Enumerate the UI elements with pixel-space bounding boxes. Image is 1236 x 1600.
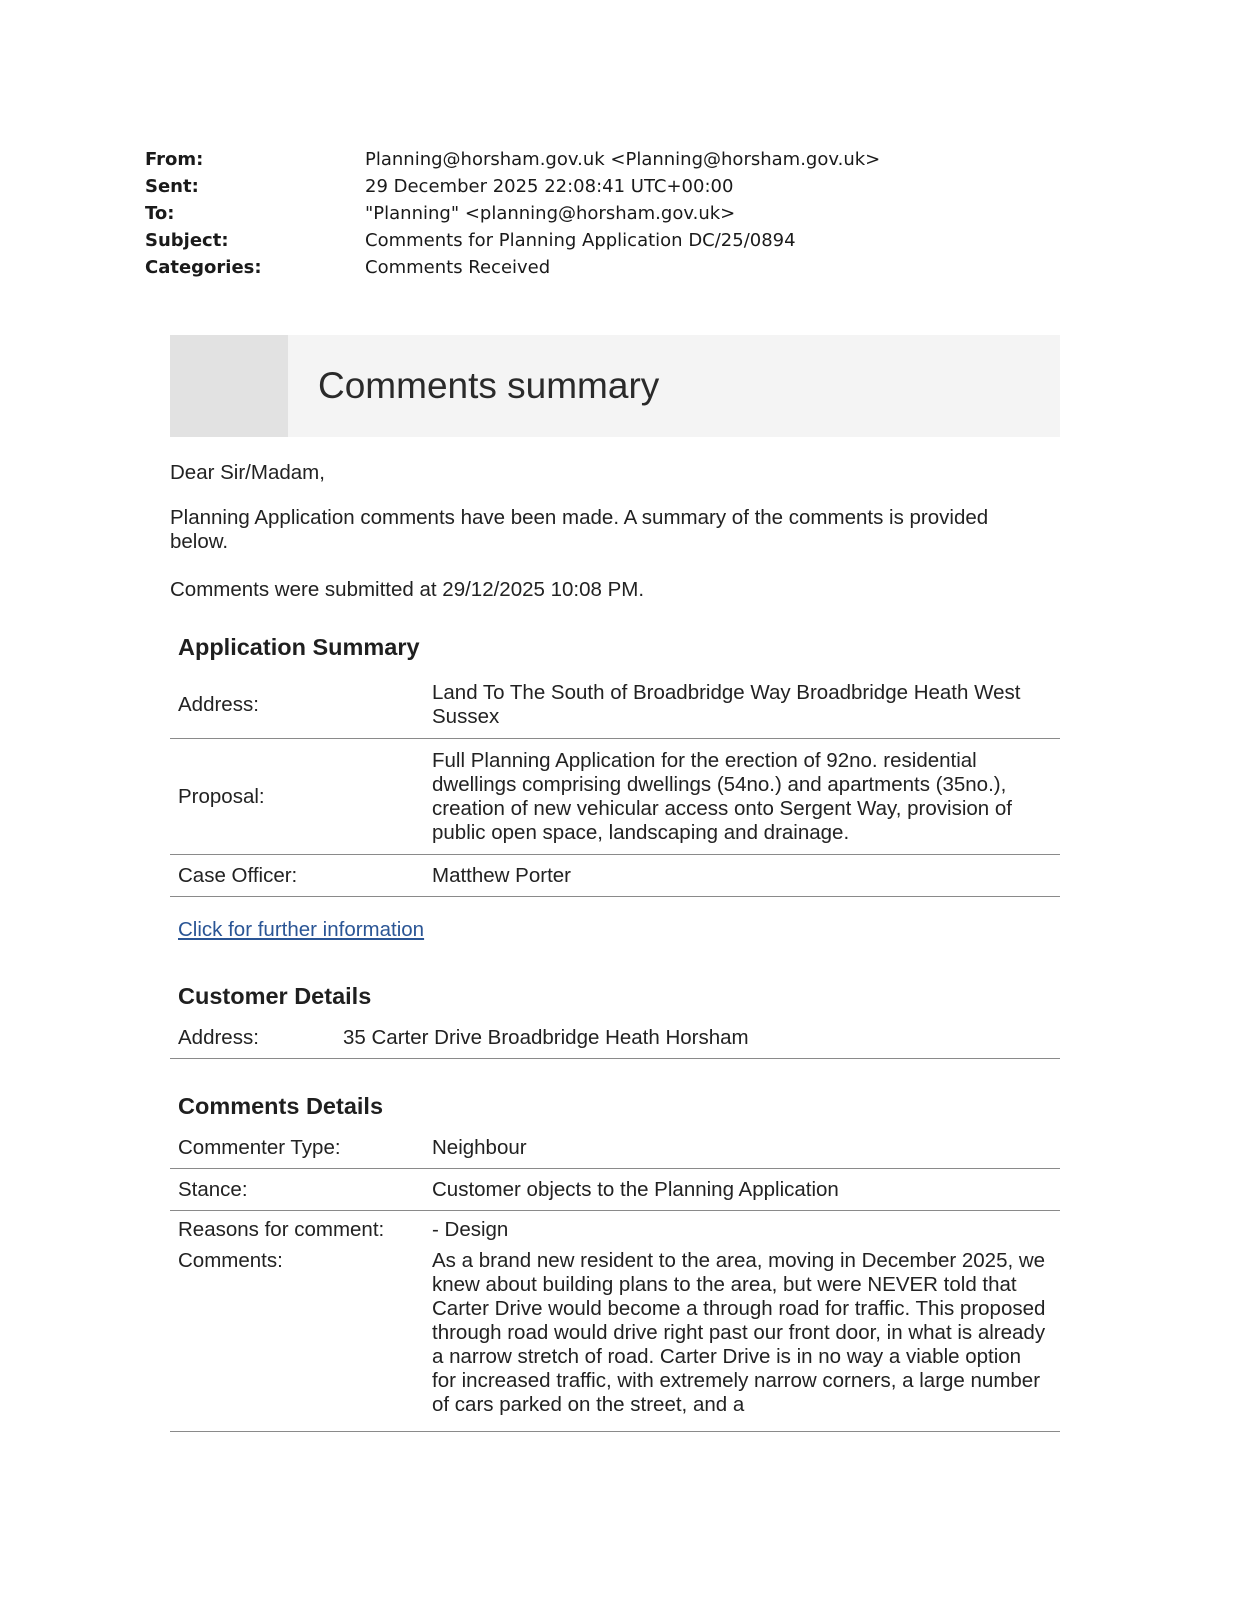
email-to-label: To: [145, 203, 175, 224]
application-address-label: Address: [178, 693, 259, 716]
customer-details-title: Customer Details [178, 983, 372, 1009]
email-from-row [145, 146, 1045, 173]
email-categories-label: Categories: [145, 257, 262, 278]
email-categories-value: Comments Received [365, 257, 551, 278]
email-sent-label: Sent: [145, 176, 199, 197]
email-subject-label: Subject: [145, 230, 229, 251]
email-from-label: From: [145, 149, 204, 170]
commenter-type-label: Commenter Type: [178, 1135, 341, 1159]
email-to-value: "Planning" <planning@horsham.gov.uk> [365, 203, 736, 224]
reasons-value: - Design [432, 1218, 509, 1241]
application-proposal-value: Full Planning Application for the erection of 92no. residential dwellings comprising dwellings (54no.) and apartments (35no.), creation of new vehicular access onto Sergent Way, provision of public open space, landscaping and drainage. [432, 748, 1012, 844]
customer-address-row [170, 1017, 1060, 1059]
greeting: Dear Sir/Madam, [170, 461, 325, 484]
application-summary-section [170, 632, 1060, 897]
application-proposal-row [170, 739, 1060, 855]
banner-title: Comments summary [318, 365, 660, 406]
email-categories-row [145, 254, 1045, 281]
email-subject-row [145, 227, 1045, 254]
customer-address-label: Address: [178, 1025, 259, 1049]
stance-row [170, 1169, 1060, 1211]
intro-paragraph: Planning Application comments have been made. A summary of the comments is provided below. [170, 506, 989, 553]
comments-label: Comments: [178, 1249, 283, 1272]
email-header [145, 146, 1045, 281]
stance-value: Customer objects to the Planning Application [432, 1177, 839, 1201]
customer-address-value: 35 Carter Drive Broadbridge Heath Horsham [343, 1025, 749, 1049]
reasons-row [170, 1211, 1060, 1249]
submitted-line: Comments were submitted at 29/12/2025 10:08 PM. [170, 578, 645, 601]
comments-row [170, 1249, 1060, 1432]
comments-details-title: Comments Details [178, 1093, 384, 1119]
email-from-value: Planning@horsham.gov.uk <Planning@horsham.gov.uk> [365, 149, 881, 170]
further-information-link[interactable]: Click for further information [178, 918, 425, 941]
application-address-row [170, 672, 1060, 739]
commenter-type-row [170, 1127, 1060, 1169]
comments-summary-banner [170, 335, 1060, 437]
email-subject-value: Comments for Planning Application DC/25/0894 [365, 230, 796, 251]
customer-details-section [170, 981, 1060, 1059]
comments-details-section [170, 1091, 1060, 1432]
banner-side-block [170, 335, 288, 437]
stance-label: Stance: [178, 1177, 248, 1201]
reasons-label: Reasons for comment: [178, 1218, 385, 1241]
email-sent-row [145, 173, 1045, 200]
application-address-value: Land To The South of Broadbridge Way Broadbridge Heath West Sussex [432, 681, 1021, 728]
comments-value: As a brand new resident to the area, moving in December 2025, we knew about building plans to the area, but were NEVER told that Carter Drive would become a through road for traffic. This proposed through road would drive right past our front door, in what is already a narrow stretch of road. Carter Drive is in no way a viable option for increased traffic, with extremely narrow corners, a large number of cars parked on the street, and a [432, 1249, 1046, 1416]
application-officer-value: Matthew Porter [432, 863, 571, 887]
application-officer-label: Case Officer: [178, 863, 298, 887]
email-sent-value: 29 December 2025 22:08:41 UTC+00:00 [365, 176, 734, 197]
commenter-type-value: Neighbour [432, 1135, 527, 1159]
application-summary-title: Application Summary [178, 634, 420, 660]
application-proposal-label: Proposal: [178, 784, 265, 808]
email-to-row [145, 200, 1045, 227]
application-officer-row [170, 855, 1060, 897]
